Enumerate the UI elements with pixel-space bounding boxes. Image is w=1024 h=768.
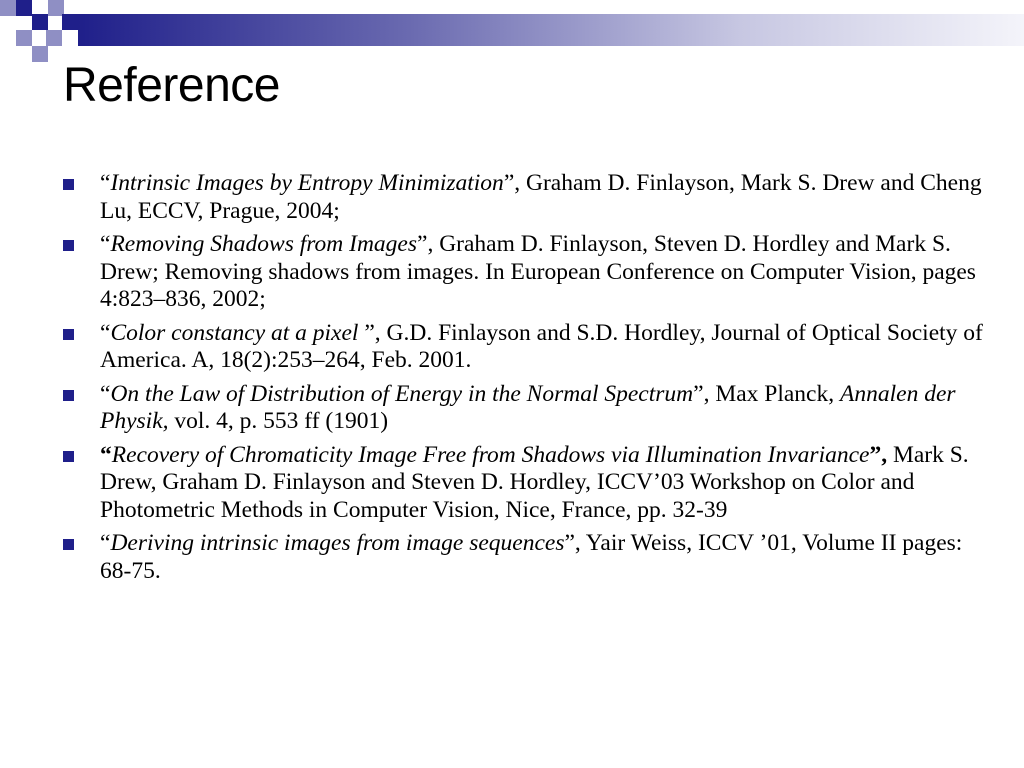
close-quote: ” xyxy=(417,231,428,257)
reference-title: Deriving intrinsic images from image sequences xyxy=(110,530,565,556)
reference-title: Recovery of Chromaticity Image Free from Shadows via Illumination Invariance xyxy=(111,441,870,468)
open-quote: “ xyxy=(100,530,111,556)
reference-item xyxy=(63,442,993,525)
open-quote: “ xyxy=(100,170,111,196)
open-quote: “ xyxy=(100,380,111,407)
reference-title: On the Law of Distribution of Energy in the Normal Spectrum xyxy=(110,380,694,407)
square-bullet-icon xyxy=(63,390,74,401)
reference-item xyxy=(63,320,993,375)
reference-details-tail: vol. 4, p. 553 ff (1901) xyxy=(168,408,389,434)
reference-details: , G.D. Finlayson and S.D. Hordley, Journal of Optical Society of America. A, 18(2):253–264, Feb. 2001. xyxy=(100,319,983,373)
square-bullet-icon xyxy=(63,451,74,462)
reference-title: Color constancy at a pixel xyxy=(110,319,365,346)
close-quote: ” xyxy=(364,319,375,346)
close-quote: ” xyxy=(564,530,575,556)
square-bullet-icon xyxy=(63,240,74,251)
reference-details: , Max Planck, xyxy=(703,380,840,407)
journal-name: Annalen der Physik, xyxy=(100,380,956,434)
reference-details: Mark S. Drew, Graham D. Finlayson and Steven D. Hordley, ICCV’03 Workshop on Color and Photometric Methods in Computer Vision, Nice, France, pp. 32-39 xyxy=(100,441,969,523)
reference-item xyxy=(63,170,993,225)
open-quote: “ xyxy=(100,441,112,468)
reference-list xyxy=(63,170,993,591)
reference-details: , Graham D. Finlayson, Mark S. Drew and Cheng Lu, ECCV, Prague, 2004; xyxy=(100,170,982,224)
square-bullet-icon xyxy=(63,539,74,550)
close-quote: ” xyxy=(693,380,704,407)
reference-item xyxy=(63,530,993,585)
slide-title: Reference xyxy=(63,59,280,112)
open-quote: “ xyxy=(100,319,111,346)
reference-item xyxy=(63,381,993,436)
reference-details: , Graham D. Finlayson, Steven D. Hordley and Mark S. Drew; Removing shadows from images. In European Conference on Computer Vision, pages 4:823–836, 2002; xyxy=(100,231,976,312)
reference-details: , Yair Weiss, ICCV ’01, Volume II pages: 68-75. xyxy=(100,530,963,584)
square-bullet-icon xyxy=(63,179,74,190)
open-quote: “ xyxy=(100,231,111,257)
square-bullet-icon xyxy=(63,329,74,340)
reference-item xyxy=(63,231,993,314)
reference-title: Removing Shadows from Images xyxy=(110,231,417,257)
close-quote: ”, xyxy=(869,441,888,468)
close-quote: ” xyxy=(503,170,515,196)
decorative-banner xyxy=(0,0,1024,62)
reference-title: Intrinsic Images by Entropy Minimization xyxy=(110,170,504,196)
